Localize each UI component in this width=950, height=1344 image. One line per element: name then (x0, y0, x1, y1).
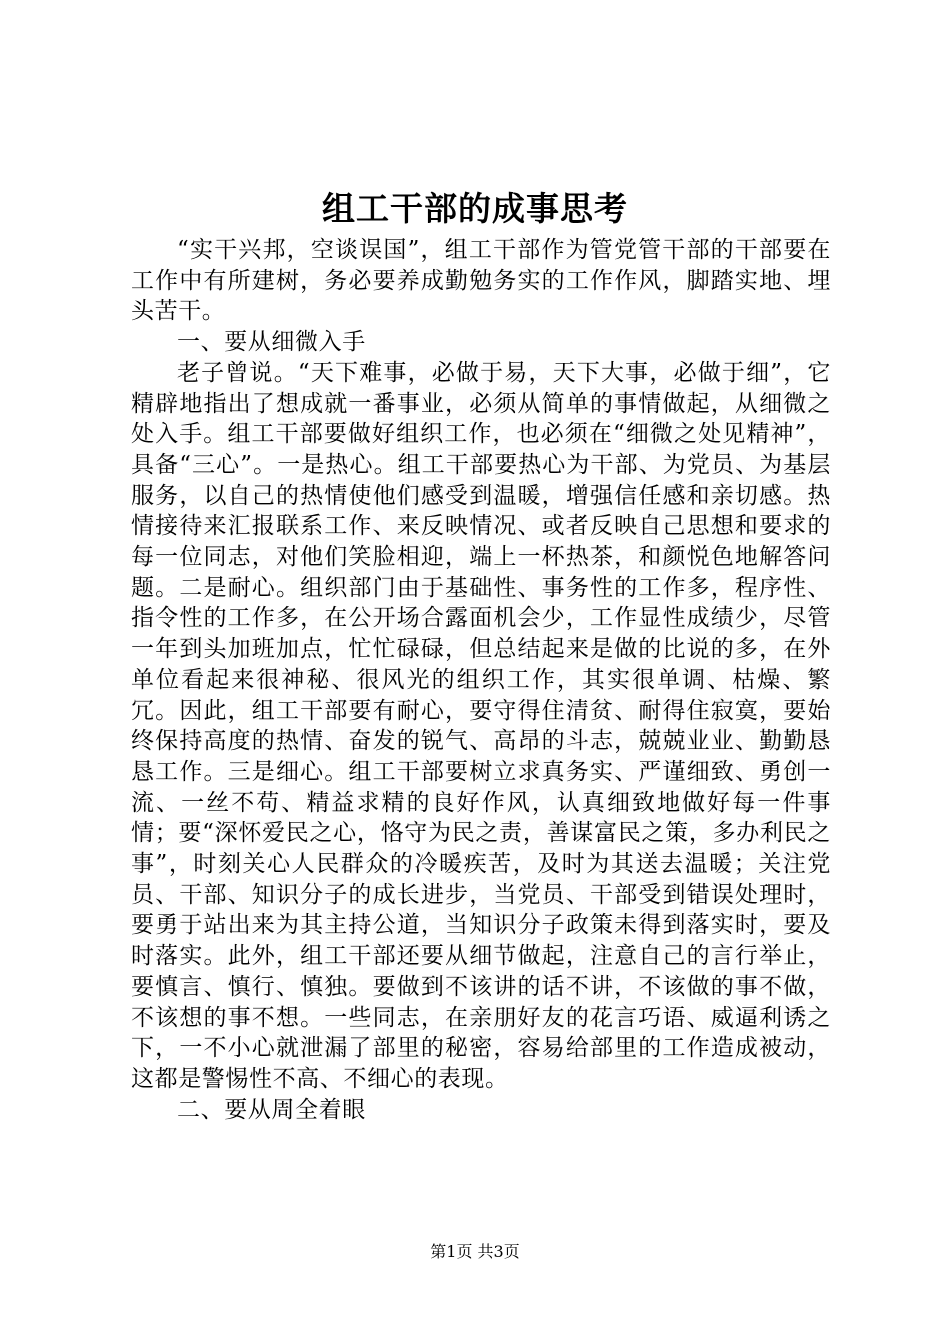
section-1-paragraph: 老子曾说。“天下难事，必做于易，天下大事，必做于细”，它精辟地指出了想成就一番事业，必须从简单的事情做起，从细微之处入手。组工干部要做好组织工作，也必须在“细微之处见精神”，具备“三心”。一是热心。组工干部要热心为干部、为党员、为基层服务，以自己的热情使他们感受到温暖，增强信任感和亲切感。热情接待来汇报联系工作、来反映情况、或者反映自己思想和要求的每一位同志，对他们笑脸相迎，端上一杯热茶，和颜悦色地解答问题。二是耐心。组织部门由于基础性、事务性的工作多，程序性、指令性的工作多，在公开场合露面机会少，工作显性成绩少，尽管一年到头加班加点，忙忙碌碌，但总结起来是做的比说的多，在外单位看起来很神秘、很风光的组织工作，其实很单调、枯燥、繁冗。因此，组工干部要有耐心，要守得住清贫、耐得住寂寞，要始终保持高度的热情、奋发的锐气、高昂的斗志，兢兢业业、勤勤恳恳工作。三是细心。组工干部要树立求真务实、严谨细致、勇创一流、一丝不苟、精益求精的良好作风，认真细致地做好每一件事情；要“深怀爱民之心，恪守为民之责，善谋富民之策，多办利民之事”，时刻关心人民群众的冷暖疾苦，及时为其送去温暖；关注党员、干部、知识分子的成长进步，当党员、干部受到错误处理时，要勇于站出来为其主持公道，当知识分子政策未得到落实时，要及时落实。此外，组工干部还要从细节做起，注意自己的言行举止，要慎言、慎行、慎独。要做到不该讲的话不讲，不该做的事不做，不该想的事不想。一些同志，在亲朋好友的花言巧语、威逼利诱之下，一不小心就泄漏了部里的秘密，容易给部里的工作造成被动，这都是警惕性不高、不细心的表现。 (131, 359, 831, 1092)
section-1-heading: 一、要从细微入手 (177, 329, 366, 356)
document-body (131, 235, 831, 1125)
page-footer: 第1页 共3页 (430, 1242, 520, 1261)
document-title: 组工干部的成事思考 (322, 189, 628, 228)
intro-paragraph: “实干兴邦，空谈误国”，组工干部作为管党管干部的干部要在工作中有所建树，务必要养成勤勉务实的工作作风，脚踏实地、埋头苦干。 (131, 237, 831, 325)
section-2-heading: 二、要从周全着眼 (177, 1096, 366, 1123)
